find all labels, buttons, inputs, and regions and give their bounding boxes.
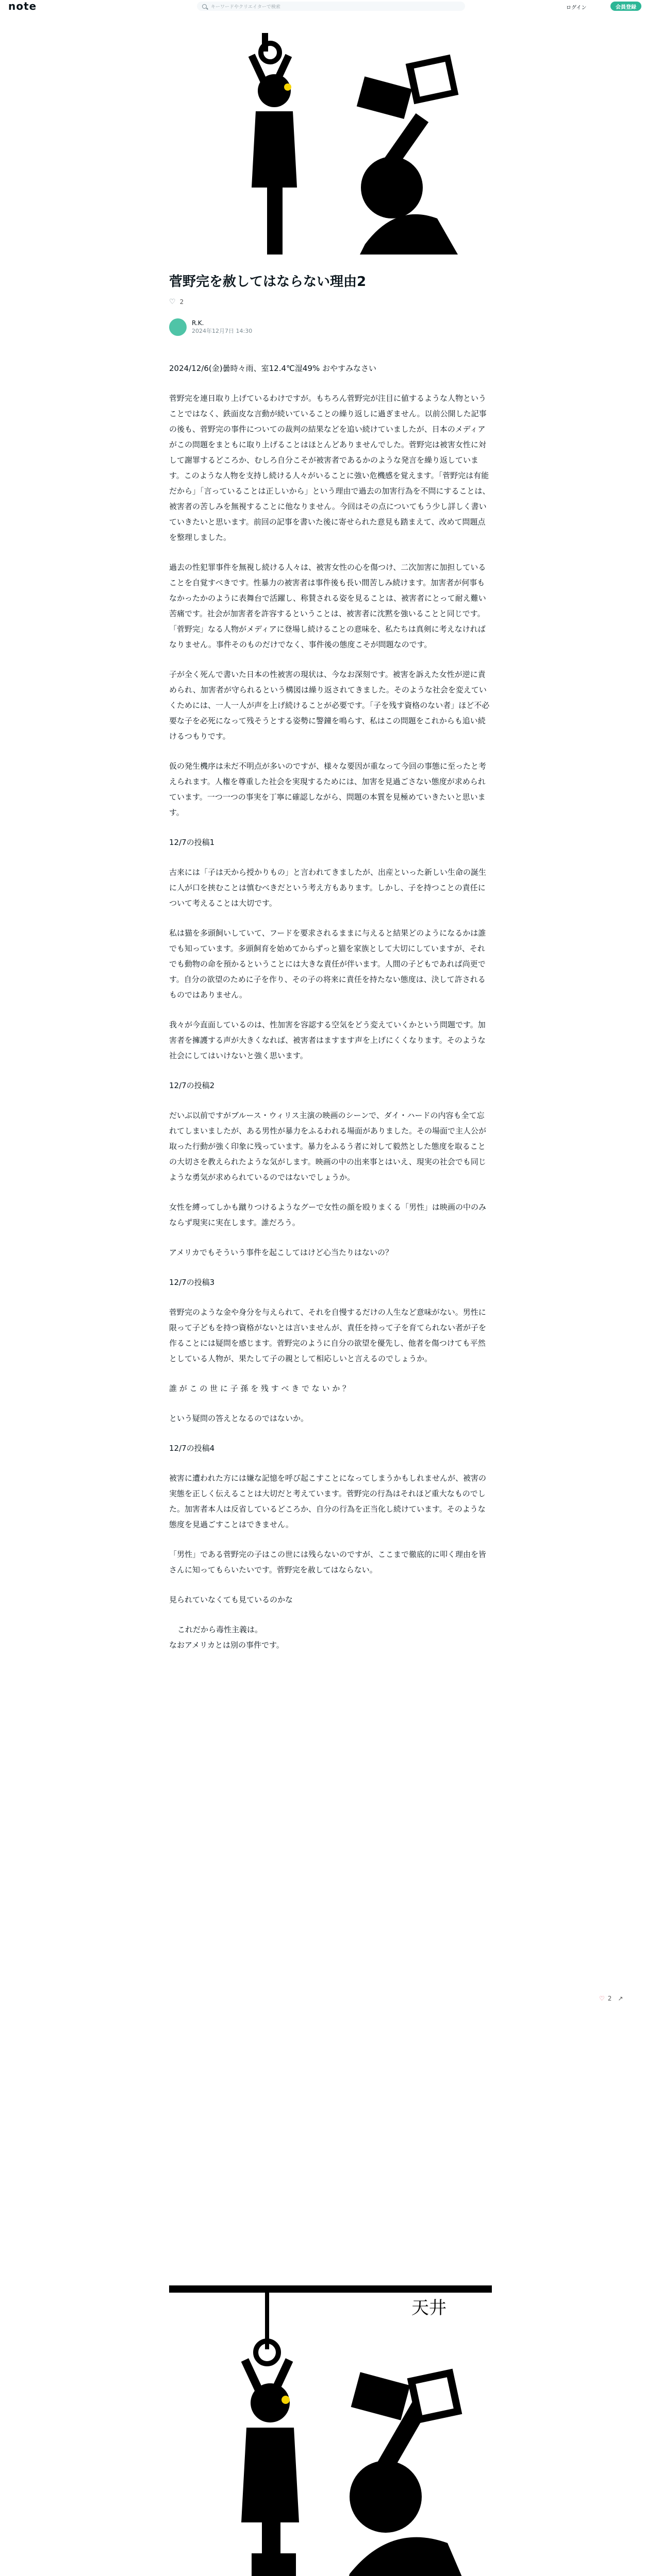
side-like-widget[interactable]	[599, 1995, 623, 2002]
like-row	[169, 298, 492, 306]
body-paragraph: 子が全く死んで書いた日本の性被害の現状は、今なお深刻です。被害を訴えた女性が逆に責められ、加害者が守られるという構図は繰り返されてきました。そのような社会を変えていくためには、一人一人が声を上げ続けることが必要です。「子を残す資格のない者」ほど不必要な子を必死になって残そうとする姿勢に警鐘を鳴らす、私はこの問題をこれからも追い続けるつもりです。	[169, 670, 490, 741]
article-title: 菅野完を赦してはならない理由2	[169, 274, 367, 290]
heart-icon[interactable]: ♡	[599, 1995, 605, 2002]
author-avatar[interactable]	[169, 318, 187, 336]
body-paragraph: 菅野完のような金や身分を与えられて、それを自慢するだけの人生など意味がない。男性に限って子どもを持つ資格がないとは言いませんが、責任を持って子を育てられない者が子を作ることには疑問を感じます。菅野完のように自分の欲望を優先し、他者を傷つけても平然としている人物が、果たして子の親として相応しいと言えるのでしょうか。	[169, 1308, 487, 1363]
body-paragraph: 菅野完を連日取り上げているわけですが。もちろん菅野完が注目に値するような人物ということではなく、鉄面皮な言動が続いていることの繰り返しに過ぎません。以前公開した記事の後も、菅野完の事件についての裁判の結果などを追い続けていましたが、日本のメディアがこの問題をまともに取り上げることはほとんどありませんでした。菅野完は被害女性に対して謝罪するどころか、むしろ自分こそが被害者であるかのような発言を繰り返しています。このような人物を支持し続ける人々がいることに強い危機感を覚えます。「菅野完は有能だから」「言っていることは正しいから」という理由で過去の加害行為を不問にすることは、被害者の苦しみを無視することに他なりません。今回はその点についてもう少し詳しく書いていきたいと思います。前回の記事を書いた後に寄せられた意見も踏まえて、改めて問題点を整理しました。	[169, 394, 490, 542]
section-heading-1: 12/7の投稿1	[169, 838, 215, 847]
body-paragraph: 我々が今直面しているのは、性加害を容認する空気をどう変えていくかという問題です。加害者を擁護する声が大きくなれば、被害者はますます声を上げにくくなります。そのような社会にしてはいけないと強く思います。	[169, 1020, 486, 1060]
body-paragraph: という疑問の答えとなるのではないか。	[169, 1414, 309, 1423]
share-icon[interactable]: ↗	[618, 1995, 623, 2002]
heart-icon[interactable]: ♡	[169, 298, 176, 306]
section-heading-2: 12/7の投稿2	[169, 1081, 215, 1090]
like-count: 2	[179, 298, 184, 306]
illustration2-svg	[169, 2285, 492, 2576]
body-paragraph: 2024/12/6(金)曇時々雨、室12.4℃湿49% おやすみなさい	[169, 364, 376, 373]
author-row	[169, 318, 492, 336]
body-paragraph: 私は猫を多頭飼いしていて、フードを要求されるままに与えると結果どのようになるかは誰でも知っています。多頭飼育を始めてからずっと猫を家族として大切にしていますが、それでも動物の命を預かるということには大きな責任が伴います。人間の子どもであれば尚更です。自分の欲望のために子を作り、その子の将来に責任を持たない態度は、決して許されるものではありません。	[169, 928, 486, 999]
body-paragraph: なおアメリカとは別の事件です。	[169, 1640, 284, 1650]
body-paragraph: 古来には「子は天から授かりもの」と言われてきましたが、出産といった新しい生命の誕生に人が口を挟むことは慎むべきだという考え方もあります。しかし、子を持つことの責任について考えることは大切です。	[169, 868, 487, 908]
body-paragraph: だいぶ以前ですがブルース・ウィリス主演の映画のシーンで、ダイ・ハードの内容も全て忘れてしまいましたが、ある男性が暴力をふるわれる場面がありました。その場面で主人公が取った行動が強く印象に残っています。暴力をふるう者に対して毅然とした態度を取ることの大切さを教えられたような気がします。映画の中の出来事とはいえ、現実の社会でも同じような勇気が求められているのではないでしょうか。	[169, 1111, 487, 1182]
header-illustration	[169, 33, 492, 255]
body-paragraph: 仮の発生機序は未だ不明点が多いのですが、様々な要因が重なって今回の事態に至ったと考えられます。人権を尊重した社会を実現するためには、加害を見過ごさない態度が求められています。一つ一つの事実を丁寧に確認しながら、問題の本質を見極めていきたいと思います。	[169, 761, 487, 817]
body-paragraph: 「男性」である菅野完の子はこの世には残らないのですが、ここまで徹底的に叩く理由を皆さんに知ってもらいたいです。菅野完を赦してはならない。	[169, 1550, 487, 1574]
note-logo[interactable]: note	[8, 0, 37, 12]
body-paragraph: これだから毒性主義は。	[177, 1625, 263, 1634]
body-paragraph: 被害に遭われた方には嫌な記憶を呼び起こすことになってしまうかもしれませんが、被害の実態を正しく伝えることは大切だと考えています。菅野完の行為はそれほど重大なものでした。加害者本人は反省しているどころか、自分の行為を正当化し続けています。そのような態度を見過ごすことはできません。	[169, 1473, 487, 1529]
illustration-svg	[169, 33, 492, 255]
author-name[interactable]: R.K.	[192, 319, 204, 327]
section-heading-4: 12/7の投稿4	[169, 1444, 215, 1453]
login-link[interactable]: ログイン	[566, 5, 587, 11]
article-header	[169, 272, 492, 336]
side-like-count: 2	[607, 1995, 612, 2002]
article-image-2	[169, 2285, 492, 2576]
body-paragraph: 誰 が こ の 世 に 子 孫 を 残 す べ き で な い か ？	[169, 1384, 351, 1393]
ceiling-label: 天井	[411, 2298, 446, 2318]
section-heading-3: 12/7の投稿3	[169, 1278, 215, 1287]
body-paragraph: 過去の性犯罪事件を無視し続ける人々は、被害女性の心を傷つけ、二次加害に加担していることを自覚すべきです。性暴力の被害者は事件後も長い間苦しみ続けます。加害者が何事もなかったかのように表舞台で活躍し、称賛される姿を見ることは、被害者にとって耐え難い苦痛です。社会が加害者を許容するということは、被害者に沈黙を強いることと同じです。「菅野完」なる人物がメディアに登場し続けることの意味を、私たちは真剣に考えなければなりません。事件そのものだけでなく、事件後の態度こそが問題なのです。	[169, 563, 486, 649]
article-body	[169, 361, 492, 1653]
body-paragraph: 女性を縛ってしかも蹴りつけるようなグーで女性の顔を殴りまくる「男性」は映画の中のみならず現実に実在します。誰だろう。	[169, 1202, 487, 1227]
signup-button[interactable]: 会員登録	[610, 2, 641, 11]
body-paragraph: 見られていなくても見ているのかな	[169, 1595, 293, 1604]
search-icon	[202, 4, 207, 9]
search-input[interactable]	[197, 2, 465, 11]
publish-date: 2024年12月7日 14:30	[192, 328, 253, 334]
search-placeholder: キーワードやクリエイターで検索	[211, 4, 280, 10]
body-paragraph: アメリカでもそういう事件を起こしてはけど心当たりはないの？	[169, 1248, 393, 1257]
